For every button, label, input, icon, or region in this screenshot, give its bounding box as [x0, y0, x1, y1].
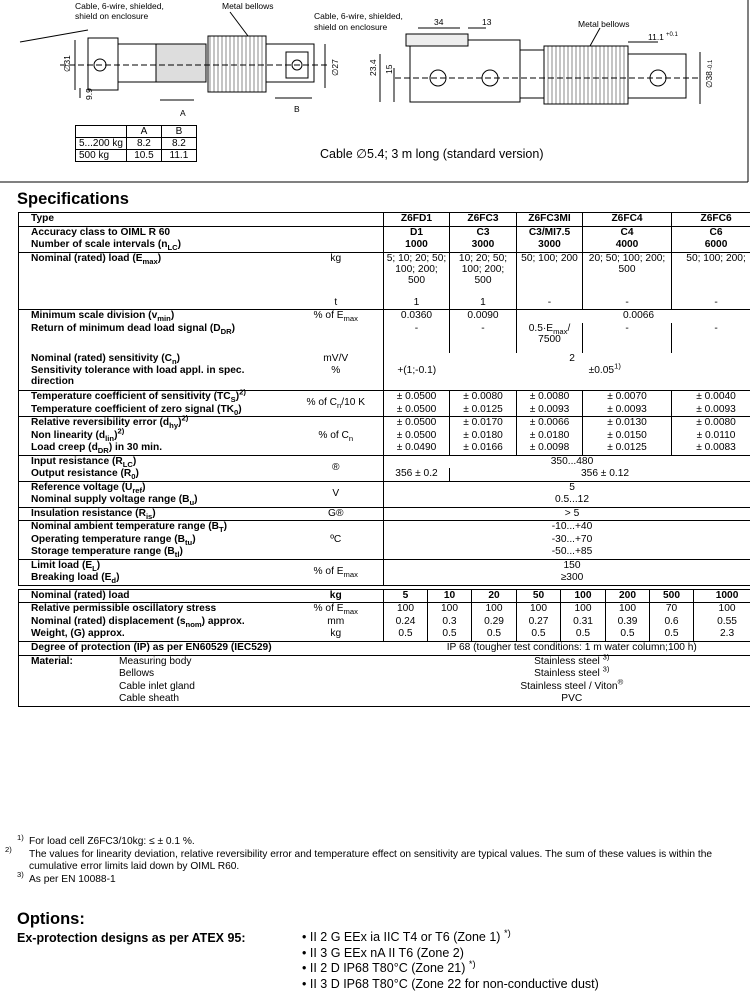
table-row — [19, 310, 750, 323]
table-row — [19, 546, 750, 559]
osc-cell: 70 — [650, 603, 694, 616]
left-dim-9-9: 9.9 — [84, 88, 94, 100]
table-row — [19, 603, 750, 616]
table-row — [19, 507, 750, 521]
material-part: Cable sheath — [19, 693, 289, 706]
table-row — [19, 226, 750, 239]
row-label: Input resistance $(R_{LC})$ — [19, 455, 289, 468]
dhy-cell: ± 0.0066 — [517, 417, 583, 430]
osc-cell: 100 — [384, 603, 428, 616]
dim-table-cell: 5...200 kg — [76, 138, 127, 150]
ddr30-cell: ± 0.0490 — [384, 442, 450, 455]
unit-cell: t — [289, 297, 384, 310]
table-row — [19, 534, 750, 547]
table-row — [19, 616, 750, 629]
row-label: Relative reversibility error $(d_{hy})^{2)}$ — [19, 417, 289, 430]
table-row — [19, 239, 750, 252]
intervals-cell: 6000 — [672, 239, 750, 252]
weight-cell: 0.5 — [384, 628, 428, 641]
bt-cell: -10...+40 — [384, 521, 750, 534]
dim-table-head-cell — [76, 126, 127, 138]
right-end-block — [410, 40, 520, 102]
right-dim-tolerance: +0.1 — [666, 32, 678, 38]
table-row — [19, 468, 750, 481]
right-cable-note-line1: Cable, 6-wire, shielded, — [314, 11, 403, 21]
emax-cell: 20; 50; 100; 200; 500 — [583, 252, 672, 297]
list-item: • II 2 D IP68 T80°C (Zone 21) *) — [302, 961, 599, 977]
tk0-cell: ± 0.0093 — [672, 404, 750, 417]
ddr30-cell: ± 0.0125 — [583, 442, 672, 455]
left-dim-27: ∅27 — [330, 59, 340, 76]
emax-t-cell: - — [517, 297, 583, 310]
tk0-cell: ± 0.0500 — [384, 404, 450, 417]
dhy-cell: ± 0.0080 — [672, 417, 750, 430]
row-label: Nominal (rated) displacement $(s_{nom})$ approx. — [19, 616, 289, 629]
row-label: Operating temperature range $(B_{tu})$ — [19, 534, 289, 547]
vmin-cell: 0.0066 — [517, 310, 750, 323]
weight-cell: 0.5 — [561, 628, 606, 641]
el-cell: 150 — [384, 559, 750, 572]
dlin-cell: ± 0.0500 — [384, 430, 450, 443]
ddr-cell: - — [450, 323, 517, 353]
tk0-cell: ± 0.0093 — [517, 404, 583, 417]
dlin-cell: ± 0.0180 — [450, 430, 517, 443]
ip-cell: IP 68 (tougher test conditions: 1 m water column;100 h) — [384, 641, 750, 655]
row-label: Sensitivity tolerance with load appl. in spec. direction — [19, 365, 289, 391]
intervals-cell: 4000 — [583, 239, 672, 252]
unit-cell: % — [289, 365, 384, 391]
row-label: Load creep $(d_{DR})$ in 30 min. — [19, 442, 289, 455]
vmin-cell: 0.0090 — [450, 310, 517, 323]
snom-cell: 0.6 — [650, 616, 694, 629]
r0-cell: 356 ± 0.2 — [384, 468, 450, 481]
unit-cell: G® — [289, 507, 384, 521]
row-label: Breaking load $(E_d)$ — [19, 572, 289, 585]
load-cell: 10 — [428, 589, 472, 603]
right-dim-38: ∅38 — [704, 71, 714, 88]
tcs-cell: ± 0.0500 — [384, 391, 450, 404]
unit-cell: V — [289, 481, 384, 507]
row-label: Accuracy class to OIML R 60 — [19, 226, 289, 239]
snom-cell: 0.27 — [517, 616, 561, 629]
footnotes — [5, 832, 747, 886]
snom-cell: 0.24 — [384, 616, 428, 629]
ddr30-cell: ± 0.0083 — [672, 442, 750, 455]
unit-cell: mV/V — [323, 352, 349, 364]
row-label: Return of minimum dead load signal $(D_{DR})$ — [19, 323, 289, 353]
material-value: Stainless steel $^{3)}$ — [384, 655, 750, 668]
row-label: Insulation resistance $(R_{is})$ — [19, 507, 289, 521]
emax-cell: 5; 10; 20; 50; 100; 200; 500 — [384, 252, 450, 297]
row-label: Nominal (rated) load — [19, 589, 289, 603]
ex-protection-label: Ex-protection designs as per ATEX 95: — [17, 931, 246, 945]
material-part: Bellows — [19, 668, 289, 681]
bu-cell: 0.5...12 — [384, 494, 750, 507]
right-dim-15: 15 — [384, 64, 394, 74]
rlc-cell: 350...480 — [384, 455, 750, 468]
row-label: Nominal (rated) load $(E_{max})$ — [19, 252, 289, 297]
snom-cell: 0.39 — [606, 616, 650, 629]
row-label: Nominal ambient temperature range $(B_T)$ — [19, 521, 289, 534]
unit-cell: kg — [330, 252, 342, 264]
load-cell: 50 — [517, 589, 561, 603]
material-row-label — [19, 655, 289, 668]
row-label: Number of scale intervals $(n_{LC})$ — [19, 239, 289, 252]
row-label: Minimum scale division $(v_{min})$ — [19, 310, 289, 323]
unit-cell: % of $E_{max}$ — [313, 310, 358, 324]
emax-t-cell: - — [583, 297, 672, 310]
table-row — [19, 323, 750, 353]
right-bellows-label: Metal bellows — [578, 19, 630, 29]
dim-table-head-cell: A — [126, 126, 161, 138]
uref-cell: 5 — [384, 481, 750, 494]
table-row — [19, 404, 750, 417]
dlin-cell: ± 0.0150 — [583, 430, 672, 443]
type-cell: Z6FC3MI — [517, 213, 583, 227]
table-row — [19, 668, 750, 681]
row-label: Relative permissible oscillatory stress — [19, 603, 289, 616]
emax-cell: 10; 20; 50; 100; 200; 500 — [450, 252, 517, 297]
unit-cell: mm — [327, 615, 345, 627]
table-row — [19, 481, 750, 494]
unit-cell: % of $E_{max}$ — [313, 603, 358, 617]
right-cable-note-line2: shield on enclosure — [314, 22, 388, 32]
row-label: Temperature coefficient of zero signal $(TK_0)$ — [19, 404, 289, 417]
options-heading: Options: — [17, 910, 85, 928]
table-row — [19, 213, 750, 227]
accuracy-cell: C4 — [583, 226, 672, 239]
emax-t-cell: 1 — [450, 297, 517, 310]
row-label: Limit load $(E_L)$ — [19, 559, 289, 572]
left-dim-a: A — [180, 108, 186, 118]
intervals-cell: 3000 — [450, 239, 517, 252]
osc-cell: 100 — [694, 603, 750, 616]
dim-table-cell: 8.2 — [126, 138, 161, 150]
accuracy-cell: C3 — [450, 226, 517, 239]
table-row — [19, 572, 750, 585]
table-row — [19, 589, 750, 603]
right-dim-13: 13 — [482, 17, 492, 27]
specifications-table — [18, 212, 750, 707]
osc-cell: 100 — [561, 603, 606, 616]
intervals-cell: 1000 — [384, 239, 450, 252]
table-row — [19, 681, 750, 694]
tcs-cell: ± 0.0080 — [517, 391, 583, 404]
material-value: Stainless steel / Viton® — [384, 681, 750, 694]
left-bellows-ribs — [210, 36, 262, 92]
unit-cell: % of $E_{max}$ — [289, 559, 384, 585]
dim-table-head-cell: B — [161, 126, 196, 138]
snom-cell: 0.31 — [561, 616, 606, 629]
material-value: PVC — [384, 693, 750, 706]
accuracy-cell: D1 — [384, 226, 450, 239]
dim-table-cell: 8.2 — [161, 138, 196, 150]
table-row — [19, 391, 750, 404]
load-cell: 20 — [472, 589, 517, 603]
left-cable-note-line1: Cable, 6-wire, shielded, — [75, 1, 164, 11]
footnote: $^{2)}$ The values for linearity deviation, relative reversibility error and temperature effect on sensitivity are typical values. The sum of these values is within the cumulative error limits laid down by OIML R60. — [5, 845, 713, 872]
emax-t-cell: - — [672, 297, 750, 310]
row-label: Storage temperature range $(B_{tl})$ — [19, 546, 289, 559]
ddr-cell: - — [384, 323, 450, 353]
left-end-block — [88, 38, 118, 90]
row-label: Type — [19, 213, 289, 227]
unit-cell: kg — [289, 628, 384, 641]
tcs-cell: ± 0.0040 — [672, 391, 750, 404]
unit-cell: % of $C_n$ — [289, 417, 384, 456]
intervals-cell: 3000 — [517, 239, 583, 252]
table-row — [19, 628, 750, 641]
table-row — [19, 521, 750, 534]
ed-cell: ≥300 — [384, 572, 750, 585]
right-dim-38-tolerance: -0.1 — [708, 59, 714, 70]
row-label: Nominal (rated) sensitivity $(C_n)$ — [19, 353, 289, 366]
osc-cell: 100 — [472, 603, 517, 616]
table-row — [19, 430, 750, 443]
row-label: Weight, (G) approx. — [19, 628, 289, 641]
table-row — [19, 353, 750, 366]
row-label: Non linearity $(d_{lin})^{2)}$ — [19, 430, 289, 443]
table-row — [19, 297, 750, 310]
dlin-cell: ± 0.0180 — [517, 430, 583, 443]
material-part: Cable inlet gland — [19, 681, 289, 694]
snom-cell: 0.55 — [694, 616, 750, 629]
r0-cell: 356 ± 0.12 — [450, 468, 750, 481]
emax-t-cell: 1 — [384, 297, 450, 310]
btu-cell: -30...+70 — [384, 534, 750, 547]
table-row — [19, 693, 750, 706]
right-dim-23-4: 23.4 — [368, 59, 378, 76]
material-value: Stainless steel $^{3)}$ — [384, 668, 750, 681]
cn-cell: 2 — [384, 353, 750, 366]
emax-cell: 50; 100; 200; — [672, 252, 750, 297]
dim-table-cell: 500 kg — [76, 150, 127, 162]
tk0-cell: ± 0.0125 — [450, 404, 517, 417]
ddr-cell: - — [672, 323, 750, 353]
table-row — [19, 442, 750, 455]
dim-table-cell: 10.5 — [126, 150, 161, 162]
row-label: Degree of protection (IP) as per EN60529 (IEC529) — [19, 641, 289, 655]
table-row — [19, 365, 750, 391]
tcs-cell: ± 0.0080 — [450, 391, 517, 404]
row-label: Nominal supply voltage range $(B_u)$ — [19, 494, 289, 507]
table-row — [19, 417, 750, 430]
btl-cell: -50...+85 — [384, 546, 750, 559]
type-cell: Z6FC6 — [672, 213, 750, 227]
row-label: Temperature coefficient of sensitivity $(TC_S)^{2)}$ — [19, 391, 289, 404]
right-dim-34: 34 — [434, 17, 444, 27]
row-label: Reference voltage $(U_{ref})$ — [19, 481, 289, 494]
material-part: Measuring body — [119, 655, 192, 667]
unit-cell: ® — [289, 455, 384, 481]
table-row — [19, 655, 750, 668]
cable-note: Cable ∅5.4; 3 m long (standard version) — [320, 147, 544, 161]
dlin-cell: ± 0.0110 — [672, 430, 750, 443]
weight-cell: 2.3 — [694, 628, 750, 641]
table-row — [19, 494, 750, 507]
table-row — [19, 559, 750, 572]
tk0-cell: ± 0.0093 — [583, 404, 672, 417]
ddr30-cell: ± 0.0166 — [450, 442, 517, 455]
left-cable-note-line2: shield on enclosure — [75, 11, 149, 21]
table-row — [19, 641, 750, 655]
ddr30-cell: ± 0.0098 — [517, 442, 583, 455]
list-item: • II 2 G EEx ia IIC T4 or T6 (Zone 1) *) — [302, 930, 599, 946]
list-item: • II 3 D IP68 T80°C (Zone 22 for non-conductive dust) — [302, 977, 599, 993]
dhy-cell: ± 0.0500 — [384, 417, 450, 430]
accuracy-cell: C6 — [672, 226, 750, 239]
weight-cell: 0.5 — [650, 628, 694, 641]
load-cell: 200 — [606, 589, 650, 603]
table-row — [19, 455, 750, 468]
weight-cell: 0.5 — [606, 628, 650, 641]
dhy-cell: ± 0.0130 — [583, 417, 672, 430]
load-cell: 1000 — [694, 589, 750, 603]
dimension-table — [75, 125, 197, 162]
vmin-cell: 0.0360 — [384, 310, 450, 323]
footnote: $^{3)}$ As per EN 10088-1 — [17, 870, 116, 885]
right-dim-11-1: 11.1 — [648, 32, 664, 42]
list-item: • II 3 G EEx nA II T6 (Zone 2) — [302, 946, 599, 962]
dhy-cell: ± 0.0170 — [450, 417, 517, 430]
weight-cell: 0.5 — [472, 628, 517, 641]
type-cell: Z6FC3 — [450, 213, 517, 227]
left-bellows-label: Metal bellows — [222, 1, 274, 11]
osc-cell: 100 — [606, 603, 650, 616]
load-cell: 100 — [561, 589, 606, 603]
sens-tol-cell: +(1;-0.1) — [384, 365, 450, 391]
footnote: $^{1)}$ For load cell Z6FC3/10kg: ≤ ± 0.1 %. — [17, 832, 195, 847]
unit-cell: % of $C_n/10$ K — [289, 391, 384, 417]
specifications-heading: Specifications — [17, 190, 129, 208]
dim-table-cell: 11.1 — [161, 150, 196, 162]
osc-cell: 100 — [517, 603, 561, 616]
ris-cell: > 5 — [384, 507, 750, 521]
material-label: Material: — [31, 655, 73, 667]
load-cell: 500 — [650, 589, 694, 603]
weight-cell: 0.5 — [428, 628, 472, 641]
right-bellows-ribs — [548, 46, 624, 104]
row-label: Output resistance $(R_0)$ — [19, 468, 289, 481]
accuracy-cell: C3/MI7.5 — [517, 226, 583, 239]
snom-cell: 0.3 — [428, 616, 472, 629]
type-cell: Z6FC4 — [583, 213, 672, 227]
snom-cell: 0.29 — [472, 616, 517, 629]
sens-tol-cell: $\pm 0.05^{1)}$ — [450, 365, 750, 391]
emax-cell: 50; 100; 200 — [517, 252, 583, 297]
osc-cell: 100 — [428, 603, 472, 616]
unit-cell: ºC — [289, 521, 384, 560]
ex-protection-list — [302, 927, 599, 992]
table-row — [19, 252, 750, 297]
left-dim-b: B — [294, 104, 300, 114]
type-cell: Z6FD1 — [384, 213, 450, 227]
left-dim-31: ∅31 — [62, 55, 72, 72]
unit-cell: kg — [289, 589, 384, 603]
weight-cell: 0.5 — [517, 628, 561, 641]
ddr-cell: - — [583, 323, 672, 353]
load-cell: 5 — [384, 589, 428, 603]
tcs-cell: ± 0.0070 — [583, 391, 672, 404]
ddr-cell: $0.5\cdot E_{max}/$ 7500 — [517, 323, 583, 353]
